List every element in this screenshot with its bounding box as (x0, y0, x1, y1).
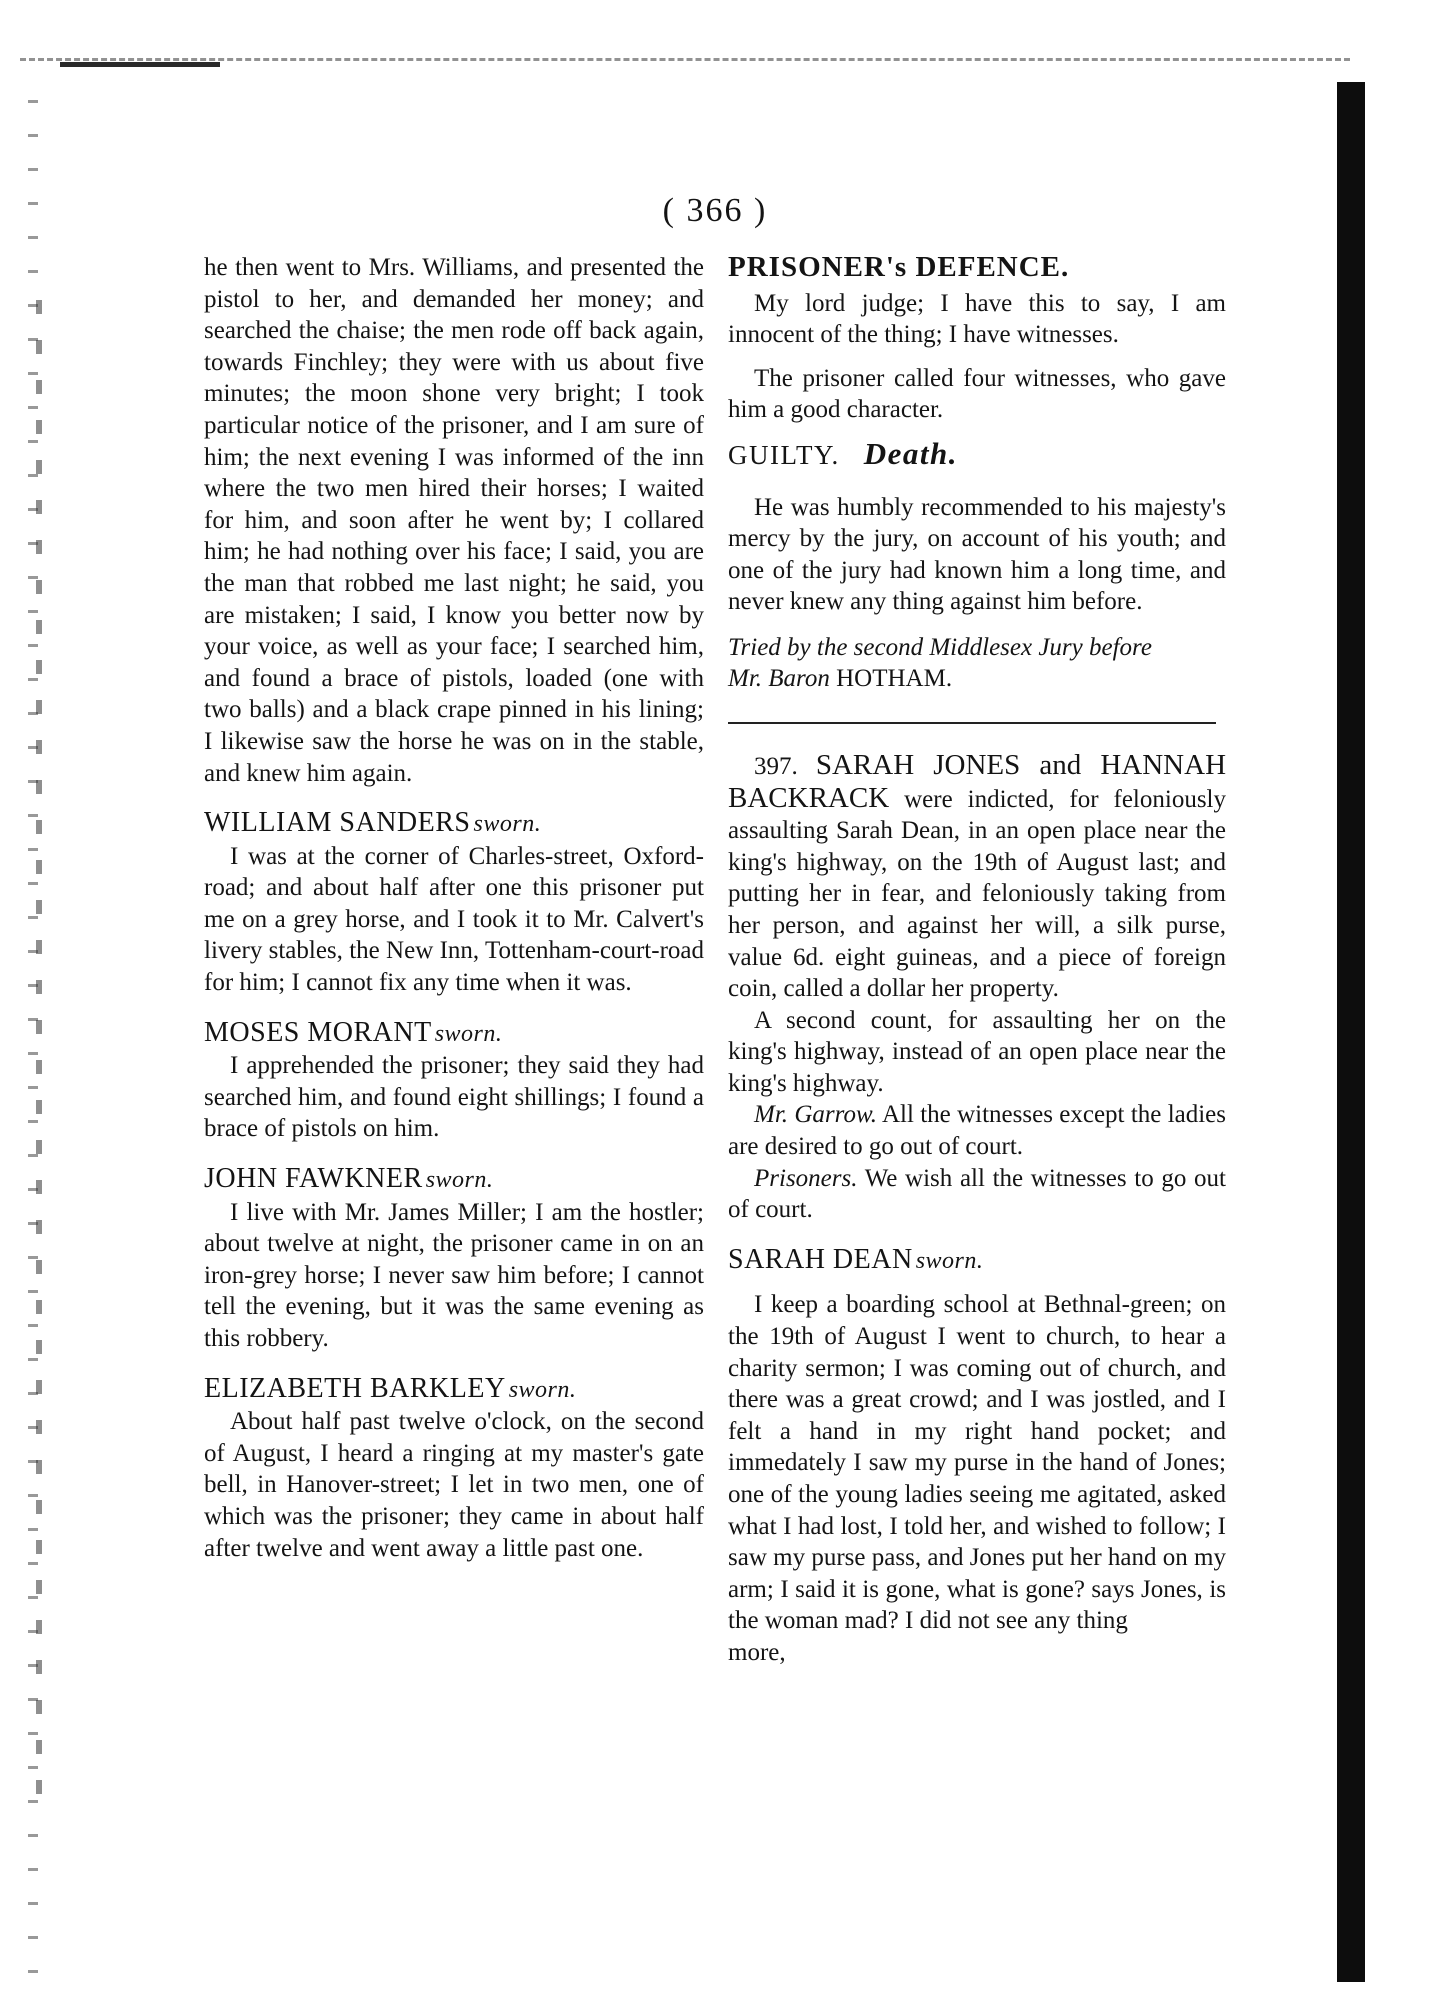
sworn-label: sworn. (434, 1020, 503, 1047)
witness-name: ELIZABETH BARKLEY (204, 1372, 506, 1404)
tried-line-2-prefix: Mr. Baron (728, 664, 830, 692)
right-column (728, 252, 1226, 1669)
defence-statement: My lord judge; I have this to say, I am innocent of the thing; I have witnesses. (728, 289, 1226, 349)
second-count: A second count, for assaulting her on the king's highway, instead of an open place near the king's highway. (728, 1006, 1226, 1097)
witness-heading-dean (728, 1244, 1226, 1278)
witness-testimony-sanders: I was at the corner of Charles-street, Oxford-road; and about half after one this prisoner put me on a grey horse, and I took it to Mr. Calvert's livery stables, the New Inn, Tottenham-court-road for him; I cannot fix any time when it was. (204, 842, 704, 997)
book-spine-shadow (1337, 82, 1365, 1982)
witness-heading-fawkner (204, 1163, 704, 1197)
case-separator-rule (728, 722, 1216, 724)
speaker-prisoners: Prisoners. (754, 1164, 858, 1192)
top-edge-mark (60, 62, 220, 67)
witness-heading-sanders (204, 807, 704, 841)
witness-testimony-dean: I keep a boarding school at Bethnal-green; on the 19th of August I went to church, to hear a charity sermon; I was coming out of church, and there was a great crowd; and I was jostled, and I felt a hand in my right hand pocket; and immedately I saw my purse in the hand of Jones; one of the young ladies seeing me agitated, asked what I had lost, I told her, and wished to follow; I saw my purse pass, and Jones put her hand on my arm; I said it is gone, what is gone? says Jones, is the woman mad? I did not see any thing (728, 1291, 1226, 1635)
indictment-text: were indicted, for feloniously assaulting Sarah Dean, in an open place near the king's highway, on the 19th of August last; and putting her in fear, and feloniously taking from her person, and against her will, a silk purse, value 6d. eight guineas, and a piece of foreign coin, called a dollar her property. (728, 785, 1226, 1003)
tried-before-note (728, 632, 1226, 694)
witness-testimony-fawkner: I live with Mr. James Miller; I am the hostler; about twelve at night, the prisoner came in on an iron-grey horse; I never saw him before; I cannot tell the evening, but it was the same evening as this robbery. (204, 1198, 704, 1352)
defendants-names: SARAH JONES and HANNAH BACKRACK (728, 748, 1227, 814)
judge-name: HOTHAM. (836, 664, 953, 692)
sworn-label: sworn. (915, 1247, 984, 1274)
mercy-recommendation: He was humbly recommended to his majesty's mercy by the jury, on account of his youth; and one of the jury had known him a long time, and never knew any thing against him before. (728, 493, 1226, 616)
witness-heading-morant (204, 1017, 704, 1051)
verdict-death: Death. (863, 435, 959, 471)
top-edge-rule (20, 58, 1350, 61)
sworn-label: sworn. (508, 1376, 577, 1403)
witness-name: JOHN FAWKNER (204, 1163, 423, 1195)
case-indictment (728, 750, 1226, 1005)
sworn-label: sworn. (473, 811, 542, 838)
speaker-garrow: Mr. Garrow. (754, 1101, 878, 1129)
defence-heading: PRISONER's DEFENCE. (728, 251, 1070, 283)
verdict-guilty: GUILTY. (728, 439, 840, 470)
witness-name: SARAH DEAN (728, 1243, 913, 1275)
verdict (728, 435, 1226, 472)
testimony-continued: he then went to Mrs. Williams, and presented the pistol to her, and demanded her money; and searched the chaise; the men rode off back again, towards Finchley; they were with us about five minutes; the moon shone very bright; I took particular notice of the prisoner, and I am sure of him; the next evening I was informed of the inn where the two men hired their horses; I waited for him, and soon after he went by; I collared him; he had nothing over his face; I said, you are the man that robbed me last night; he said, you are mistaken; I said, I know you better now by your voice, as well as your face; I searched him, and found a brace of pistols, loaded (one with two balls) and a black crape pinned in his lining; I likewise saw the horse he was on in the stable, and knew him again. (204, 254, 704, 787)
sworn-label: sworn. (425, 1167, 494, 1194)
witness-heading-barkley (204, 1373, 704, 1407)
left-margin-specks-2 (36, 300, 42, 1800)
left-column (204, 252, 704, 1564)
case-number: 397. (754, 752, 798, 780)
witness-name: WILLIAM SANDERS (204, 807, 471, 839)
character-witnesses-note: The prisoner called four witnesses, who gave him a good character. (728, 364, 1226, 424)
witness-testimony-barkley: About half past twelve o'clock, on the second of August, I heard a ringing at my master's gate bell, in Hanover-street; I let in two men, one of which was the prisoner; they came in about half after twelve and went away a little past one. (204, 1408, 704, 1562)
catchword: more, (728, 1638, 786, 1666)
witness-testimony-morant: I apprehended the prisoner; they said they had searched him, and found eight shillings; I found a brace of pistols on him. (204, 1052, 704, 1143)
prisoners-text: We wish all the witnesses to go out of court. (728, 1164, 1226, 1224)
prisoners-remark (728, 1163, 1226, 1226)
witness-name: MOSES MORANT (204, 1016, 432, 1048)
garrow-remark (728, 1099, 1226, 1162)
garrow-text: All the witnesses except the ladies are desired to go out of court. (728, 1101, 1227, 1161)
tried-line-1: Tried by the second Middlesex Jury before (728, 633, 1152, 661)
page-number: ( 366 ) (662, 192, 768, 229)
